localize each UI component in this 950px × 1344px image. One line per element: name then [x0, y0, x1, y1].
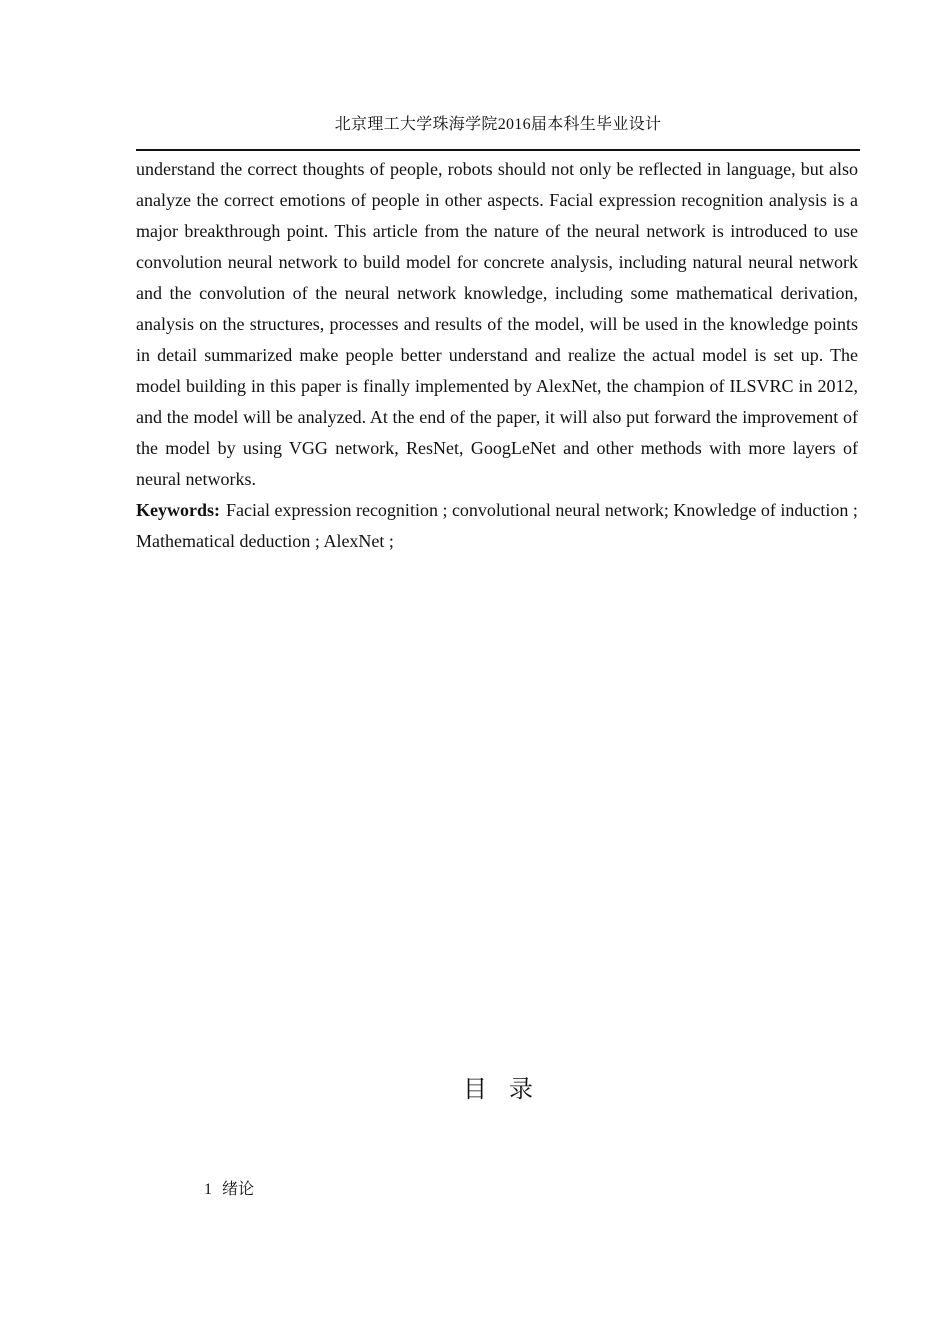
toc-entry-label: 绪论	[222, 1181, 255, 1198]
toc-entry-number: 1	[204, 1181, 212, 1198]
toc-entry[interactable]	[204, 1178, 254, 1202]
keywords-text: Facial expression recognition ; convolutional neural network; Knowledge of induction ; Mathematical deduction ; AlexNet ;	[136, 500, 858, 551]
running-header: 北京理工大学珠海学院2016届本科生毕业设计	[334, 116, 662, 133]
header-rule	[136, 149, 860, 151]
keywords-line	[136, 495, 858, 557]
abstract-paragraph: understand the correct thoughts of people, robots should not only be reflected in language, but also analyze the correct emotions of people in other aspects. Facial expression recognition analysis is a major breakthrough point. This article from the nature of the neural network is introduced to use convolution neural network to build model for concrete analysis, including natural neural network and the convolution of the neural network knowledge, including some mathematical derivation, analysis on the structures, processes and results of the model, will be used in the knowledge points in detail summarized make people better understand and realize the actual model is set up. The model building in this paper is finally implemented by AlexNet, the champion of ILSVRC in 2012, and the model will be analyzed. At the end of the paper, it will also put forward the improvement of the model by using VGG network, ResNet, GoogLeNet and other methods with more layers of neural networks.	[136, 159, 858, 489]
toc-title: 目录	[463, 1077, 555, 1103]
keywords-label: Keywords:	[136, 500, 220, 520]
